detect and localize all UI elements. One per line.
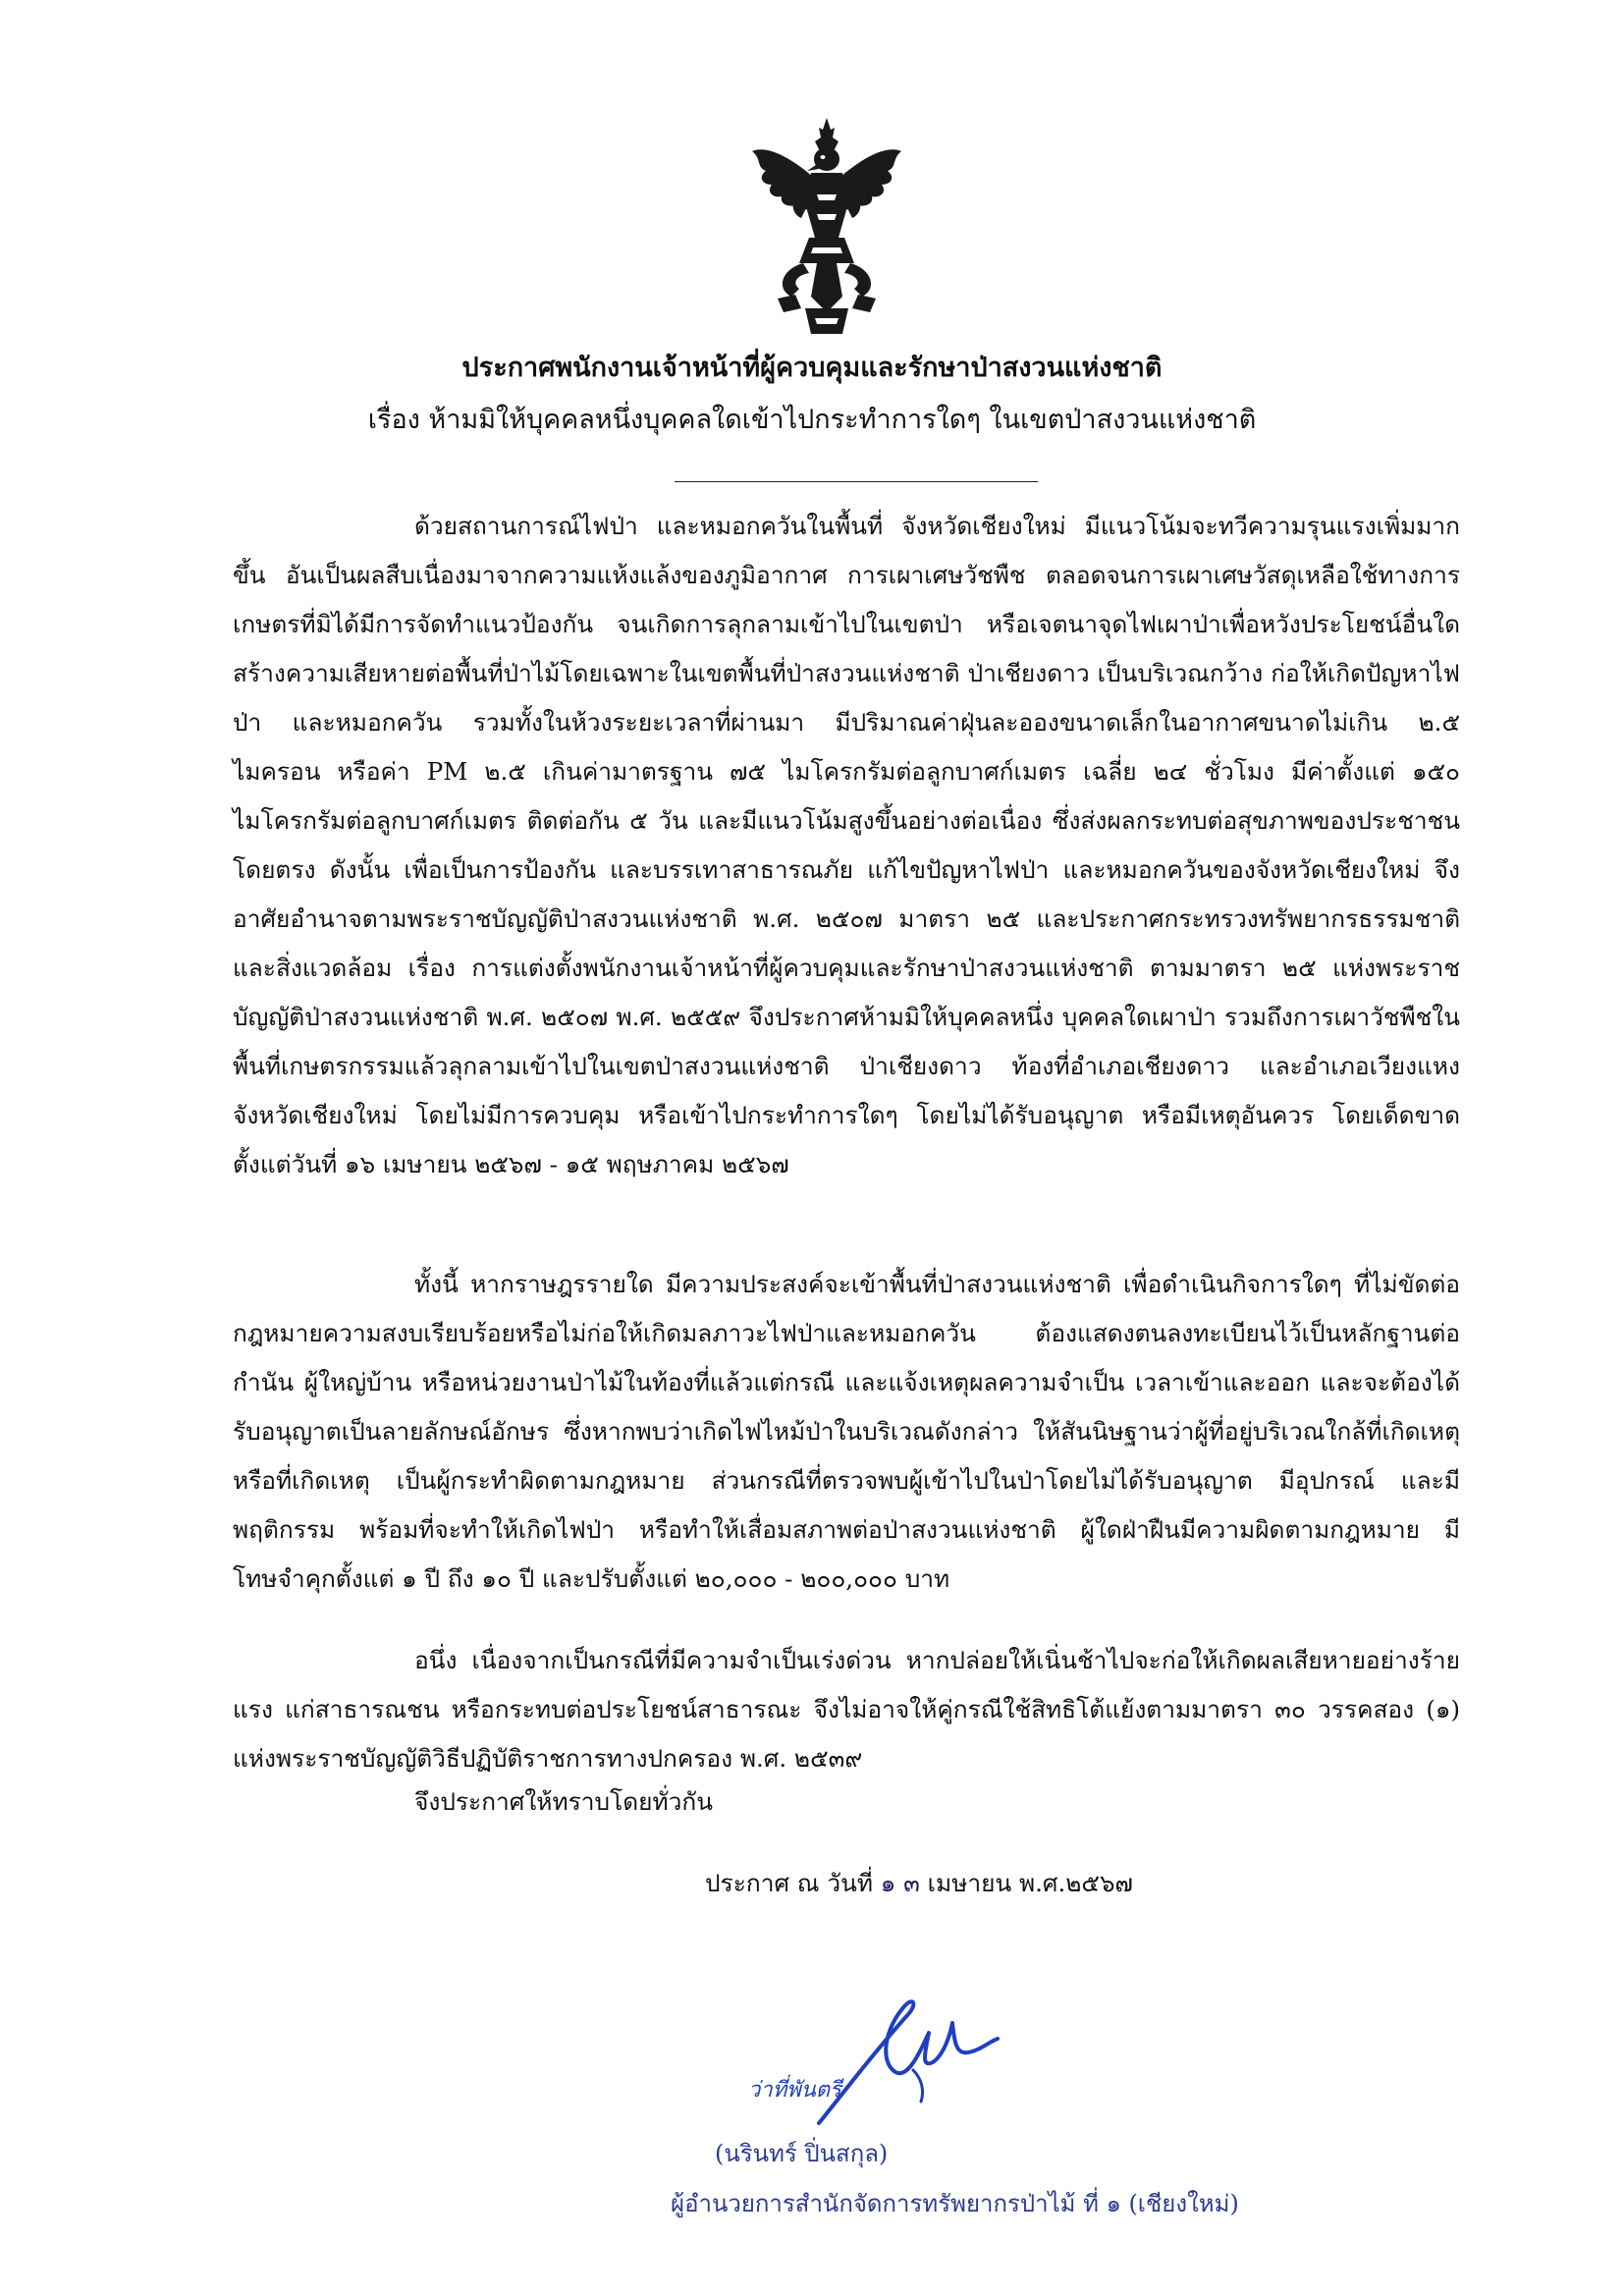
signature-rank: ว่าที่พันตรี [748, 2078, 841, 2103]
handwritten-signature [815, 1984, 1011, 2131]
title-divider [675, 481, 1038, 482]
closing-statement: จึงประกาศให้ทราบโดยทั่วกัน [414, 1787, 713, 1816]
date-month-year: เมษายน พ.ศ.๒๕๖๗ [927, 1869, 1133, 1897]
body-paragraph-1: ด้วยสถานการณ์ไฟป่า และหมอกควันในพื้นที่ จังหวัดเชียงใหม่ มีแนวโน้มจะทวีความรุนแรงเพิ่มมากขึ้น อันเป็นผลสืบเนื่องมาจากความแห้งแล้งของภูมิอากาศ การเผาเศษวัชพืช ตลอดจนการเผาเศษวัสดุเหลือใช้ทางการเกษตรที่มิได้มีการจัดทำแนวป้องกัน จนเกิดการลุกลามเข้าไปในเขตป่า หรือเจตนาจุดไฟเผาป่าเพื่อหวังประโยชน์อื่นใด สร้างความเสียหายต่อพื้นที่ป่าไม้โดยเฉพาะในเขตพื้นที่ป่าสงวนแห่งชาติ ป่าเชียงดาว เป็นบริเวณกว้าง ก่อให้เกิดปัญหาไฟป่า และหมอกควัน รวมทั้งในห้วงระยะเวลาที่ผ่านมา มีปริมาณค่าฝุ่นละอองขนาดเล็กในอากาศขนาดไม่เกิน ๒.๕ ไมครอน หรือค่า PM ๒.๕ เกินค่ามาตรฐาน ๗๕ ไมโครกรัมต่อลูกบาศก์เมตร เฉลี่ย ๒๔ ชั่วโมง มีค่าตั้งแต่ ๑๕๐ ไมโครกรัมต่อลูกบาศก์เมตร ติดต่อกัน ๕ วัน และมีแนวโน้มสูงขึ้นอย่างต่อเนื่อง ซึ่งส่งผลกระทบต่อสุขภาพของประชาชนโดยตรง ดังนั้น เพื่อเป็นการป้องกัน และบรรเทาสาธารณภัย แก้ไขปัญหาไฟป่า และหมอกควันของจังหวัดเชียงใหม่ จึงอาศัยอำนาจตามพระราชบัญญัติป่าสงวนแห่งชาติ พ.ศ. ๒๕๐๗ มาตรา ๒๕ และประกาศกระทรวงทรัพยากรธรรมชาติและสิ่งแวดล้อม เรื่อง การแต่งตั้งพนักงานเจ้าหน้าที่ผู้ควบคุมและรักษาป่าสงวนแห่งชาติ ตามมาตรา ๒๕ แห่งพระราชบัญญัติป่าสงวนแห่งชาติ พ.ศ. ๒๕๐๗ พ.ศ. ๒๕๕๙ จึงประกาศห้ามมิให้บุคคลหนึ่ง บุคคลใดเผาป่า รวมถึงการเผาวัชพืชในพื้นที่เกษตรกรรมแล้วลุกลามเข้าไปในเขตป่าสงวนแห่งชาติ ป่าเชียงดาว ท้องที่อำเภอเชียงดาว และอำเภอเวียงแหง จังหวัดเชียงใหม่ โดยไม่มีการควบคุม หรือเข้าไปกระทำการใดๆ โดยไม่ได้รับอนุญาต หรือมีเหตุอันควร โดยเด็ดขาด ตั้งแต่วันที่ ๑๖ เมษายน ๒๕๖๗ - ๑๕ พฤษภาคม ๒๕๖๗ [233, 512, 1460, 1178]
announcement-title: ประกาศพนักงานเจ้าหน้าที่ผู้ควบคุมและรักษาป่าสงวนแห่งชาติ [461, 353, 1163, 383]
date-prefix: ประกาศ ณ วันที่ [705, 1869, 873, 1897]
date-day: ๑ ๓ [880, 1869, 920, 1897]
body-paragraph-2: ทั้งนี้ หากราษฎรรายใด มีความประสงค์จะเข้าพื้นที่ป่าสงวนแห่งชาติ เพื่อดำเนินกิจการใดๆ ที่ไม่ขัดต่อกฎหมายความสงบเรียบร้อยหรือไม่ก่อให้เกิดมลภาวะไฟป่าและหมอกควัน ต้องแสดงตนลงทะเบียนไว้เป็นหลักฐานต่อกำนัน ผู้ใหญ่บ้าน หรือหน่วยงานป่าไม้ในท้องที่แล้วแต่กรณี และแจ้งเหตุผลความจำเป็น เวลาเข้าและออก และจะต้องได้รับอนุญาตเป็นลายลักษณ์อักษร ซึ่งหากพบว่าเกิดไฟไหม้ป่าในบริเวณดังกล่าว ให้สันนิษฐานว่าผู้ที่อยู่บริเวณใกล้ที่เกิดเหตุหรือที่เกิดเหตุ เป็นผู้กระทำผิดตามกฎหมาย ส่วนกรณีที่ตรวจพบผู้เข้าไปในป่าโดยไม่ได้รับอนุญาต มีอุปกรณ์ และมีพฤติกรรม พร้อมที่จะทำให้เกิดไฟป่า หรือทำให้เสื่อมสภาพต่อป่าสงวนแห่งชาติ ผู้ใดฝ่าฝืนมีความผิดตามกฎหมาย มีโทษจำคุกตั้งแต่ ๑ ปี ถึง ๑๐ ปี และปรับตั้งแต่ ๒๐,๐๐๐ - ๒๐๐,๐๐๐ บาท [233, 1270, 1460, 1593]
announcement-date [705, 1864, 1133, 1902]
garuda-emblem [748, 116, 905, 337]
body-paragraph-3: อนึ่ง เนื่องจากเป็นกรณีที่มีความจำเป็นเร่งด่วน หากปล่อยให้เนิ่นช้าไปจะก่อให้เกิดผลเสียหายอย่างร้ายแรง แก่สาธารณชน หรือกระทบต่อประโยชน์สาธารณะ จึงไม่อาจให้คู่กรณีใช้สิทธิโต้แย้งตามมาตรา ๓๐ วรรคสอง (๑) แห่งพระราชบัญญัติวิธีปฏิบัติราชการทางปกครอง พ.ศ. ๒๕๓๙ [233, 1646, 1460, 1773]
announcement-subject: เรื่อง ห้ามมิให้บุคคลหนึ่งบุคคลใดเข้าไปกระทำการใดๆ ในเขตป่าสงวนแห่งชาติ [367, 405, 1257, 435]
signatory-position: ผู้อำนวยการสำนักจัดการทรัพยากรป่าไม้ ที่ ๑ (เชียงใหม่) [671, 2190, 1239, 2217]
signatory-name: (นรินทร์ ปิ่นสกุล) [715, 2140, 889, 2167]
